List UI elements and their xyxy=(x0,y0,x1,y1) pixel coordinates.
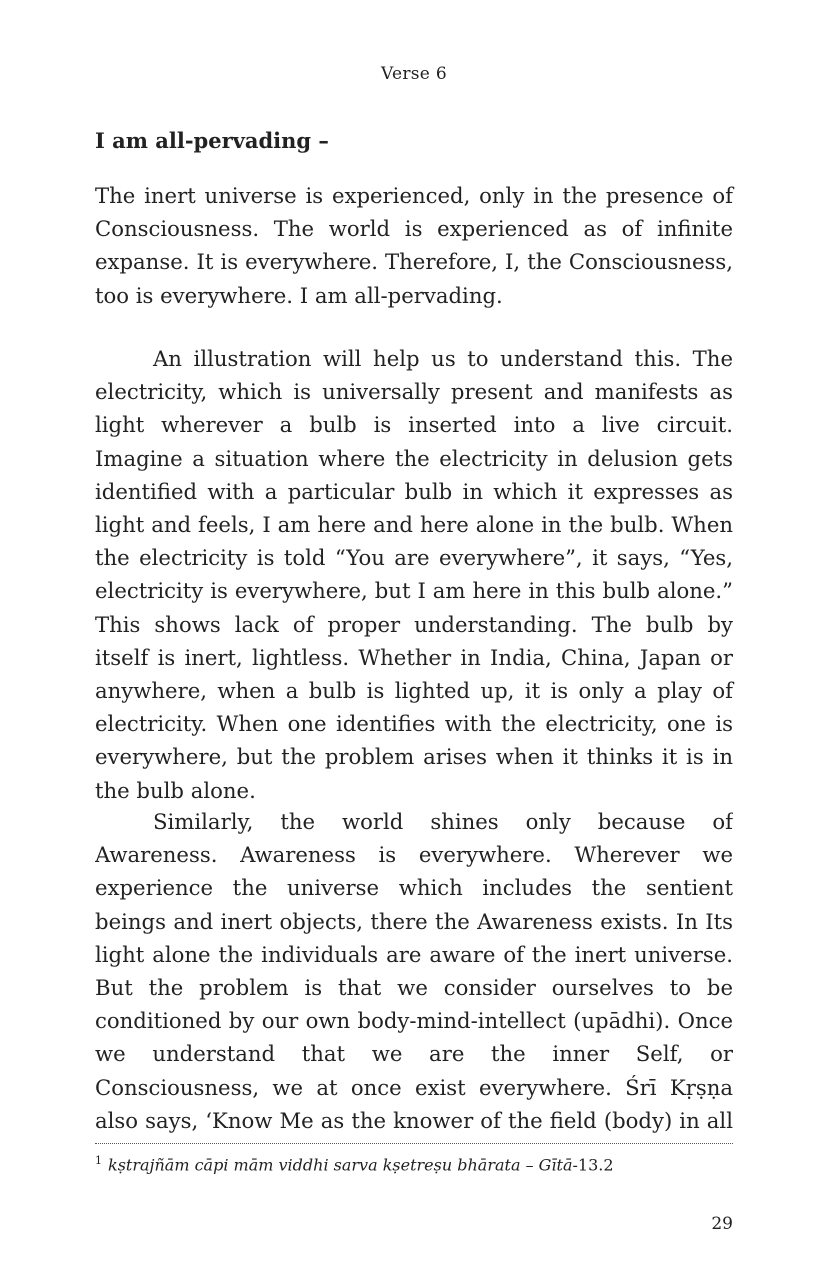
paragraph-2: An illustration will help us to understand this. The electricity, which is universally present and manifests as light wherever a bulb is inserted into a live circuit. Imagine a situation where the electricity in delusion gets identified with a particular bulb in which it expresses as light and feels, I am here and here alone in the bulb. When the electricity is told “You are everywhere”, it says, “Yes, electricity is everywhere, but I am here in this bulb alone.” This shows lack of proper understanding. The bulb by itself is inert, lightless. Whether in India, China, Japan or anywhere, when a bulb is lighted up, it is only a play of electricity. When one identifies with the electricity, one is everywhere, but the problem arises when it thinks it is in the bulb alone. xyxy=(95,346,733,803)
book-page xyxy=(95,0,733,1276)
footnote-italic-text: kṣtrajñām cāpi mām viddhi sarva kṣetreṣu bhārata – Gītā xyxy=(108,1155,573,1175)
footnote-plain-text: -13.2 xyxy=(572,1155,614,1175)
running-head: Verse 6 xyxy=(380,64,447,84)
page-number: 29 xyxy=(711,1214,733,1234)
section-heading: I am all-pervading – xyxy=(95,128,329,153)
paragraph-1: The inert universe is experienced, only in the presence of Consciousness. The world is experienced as of infinite expanse. It is everywhere. Therefore, I, the Consciousness, too is everywhere. I am all-pervading. xyxy=(95,183,733,308)
footnote-marker: 1 xyxy=(95,1154,102,1167)
footnote-divider xyxy=(95,1143,733,1144)
paragraph-3-text: Similarly, the world shines only because of Awareness. Awareness is everywhere. Wherever we experience the universe which includes the sentient beings and inert objects, there the Awareness exists. In Its light alone the individuals are aware of the inert universe. But the problem is that we consider ourselves to be conditioned by our own body-mind-intellect (upādhi). Once we understand that we are the inner Self, or Consciousness, we at once exist everywhere. Śrī Kṛṣṇa also says, ‘Know Me as the knower of the field (body) in all xyxy=(95,809,733,1133)
paragraph-3 xyxy=(95,805,733,1137)
footnote xyxy=(95,1154,614,1174)
